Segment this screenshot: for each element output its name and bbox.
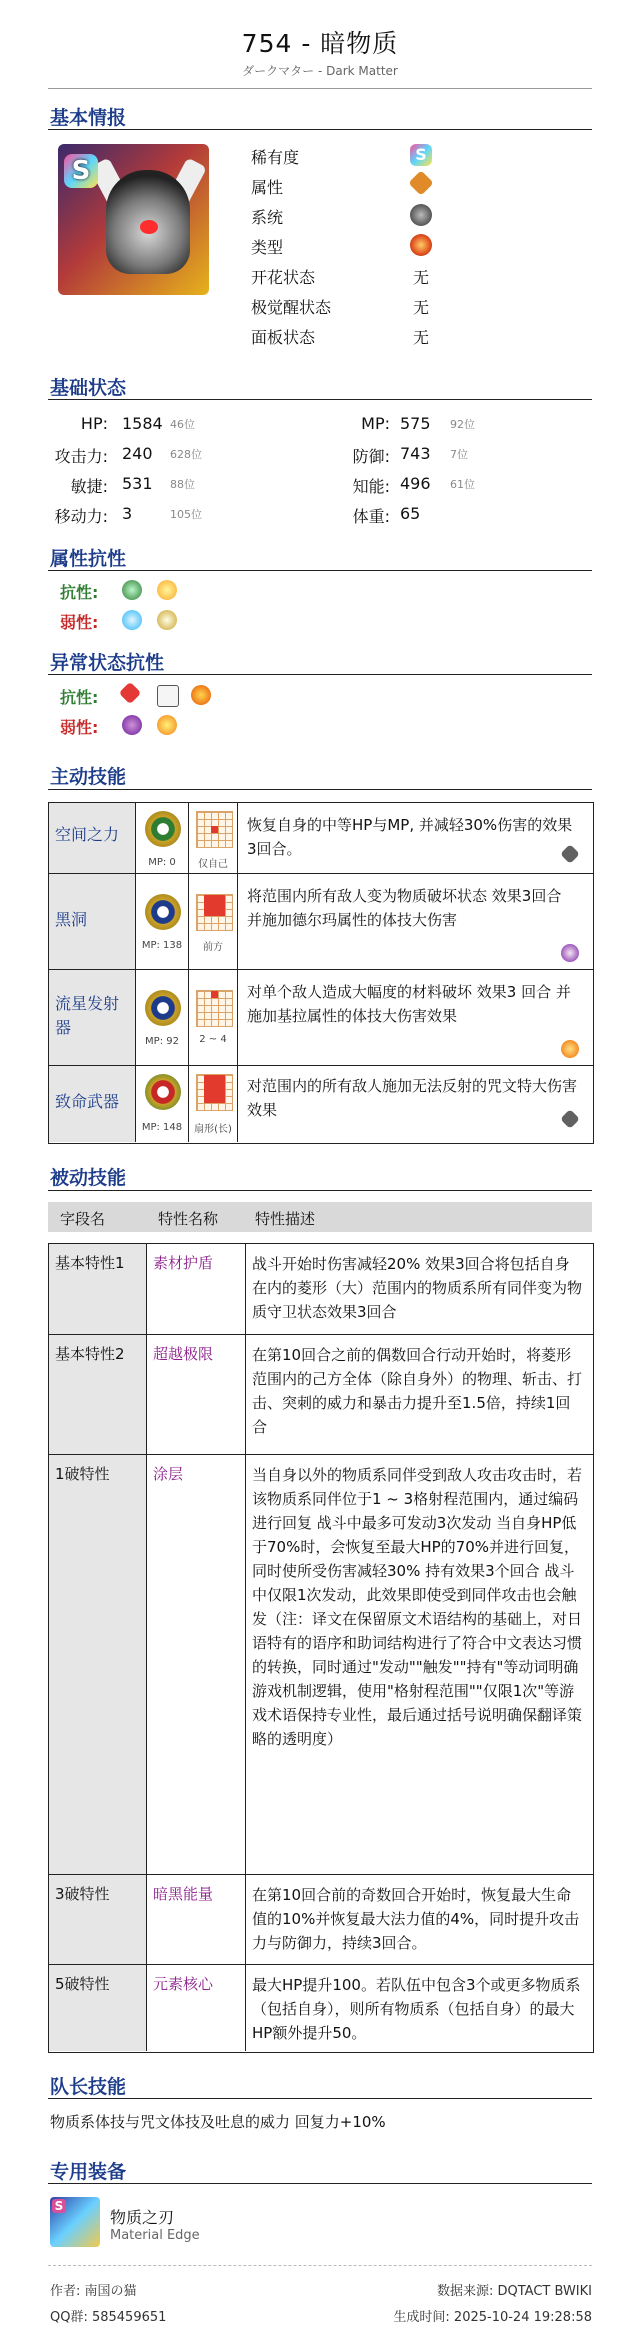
section-status-resist: 异常状态抗性 xyxy=(50,652,165,674)
monster-portrait xyxy=(58,144,209,295)
skill-mp: MP: 148 xyxy=(141,1122,183,1133)
fire-element-icon xyxy=(561,1040,579,1058)
range-hit xyxy=(211,826,218,833)
table-row xyxy=(49,1244,593,1334)
range-grid-icon xyxy=(196,990,233,1027)
passive-field-cell xyxy=(49,1965,147,2051)
range-grid-icon xyxy=(196,811,233,848)
skill-name: 致命武器 xyxy=(55,1092,120,1111)
skill-desc: 将范围内所有敌人变为物质破坏状态 效果3回合 并施加德尔玛属性的体技大伤害 xyxy=(247,887,562,929)
status-weak-label: 弱性: xyxy=(60,718,99,737)
skill-orb-icon xyxy=(145,894,181,930)
system-material-icon xyxy=(410,204,432,226)
passive-field: 5破特性 xyxy=(55,1975,110,1993)
section-equipment: 专用装备 xyxy=(50,2161,127,2183)
footer-divider xyxy=(48,2265,592,2266)
skill-row xyxy=(49,873,593,970)
skill-name: 流星发射器 xyxy=(55,994,120,1037)
passive-skill-table xyxy=(48,1243,594,2053)
passive-table-header xyxy=(48,1202,592,1232)
skill-icon-cell xyxy=(136,874,189,970)
table-row xyxy=(49,1454,593,1875)
stat-label-hp: HP: xyxy=(80,414,108,433)
stat-value-mp: 575 xyxy=(400,414,431,433)
skill-mp: MP: 92 xyxy=(145,1036,179,1047)
stat-rank-hp: 46位 xyxy=(170,418,195,431)
stat-rank-attack: 628位 xyxy=(170,448,202,461)
section-basic-info: 基本情报 xyxy=(50,107,127,129)
title-divider xyxy=(48,88,592,89)
section-active-skills: 主动技能 xyxy=(50,766,127,788)
section-divider xyxy=(48,674,592,675)
page-subtitle: ダークマター - Dark Matter xyxy=(242,64,398,78)
passive-field: 基本特性1 xyxy=(55,1254,125,1272)
skill-name: 空间之力 xyxy=(55,825,120,844)
type-attack-icon xyxy=(410,234,432,256)
stat-label-defense: 防御: xyxy=(352,447,390,466)
light-icon xyxy=(157,610,177,630)
equipment-rarity: S xyxy=(52,2199,66,2213)
skill-orb-icon xyxy=(145,811,181,847)
skill-range-cell xyxy=(189,803,238,873)
leader-skill-text: 物质系体技与咒文体技及吐息的威力 回复力+10% xyxy=(50,2113,386,2131)
passive-name: 元素核心 xyxy=(153,1975,214,1993)
passive-name-cell xyxy=(147,1244,246,1334)
skill-range-cell xyxy=(189,970,238,1066)
dark-element-icon xyxy=(561,944,579,962)
range-hit xyxy=(204,1075,225,1103)
stat-value-wisdom: 496 xyxy=(400,474,431,493)
info-label-bloom: 开花状态 xyxy=(251,268,316,287)
skill-name: 黑洞 xyxy=(55,910,88,929)
section-divider xyxy=(48,570,592,571)
range-hit xyxy=(204,895,225,916)
skill-row xyxy=(49,969,593,1066)
skill-desc: 对单个敌人造成大幅度的材料破坏 效果3 回合 并施加基拉属性的体技大伤害效果 xyxy=(247,983,571,1025)
skill-icon-cell xyxy=(136,803,189,873)
status-resist-label: 抗性: xyxy=(60,688,99,707)
skill-desc: 恢复自身的中等HP与MP, 并减轻30%伤害的效果3回合。 xyxy=(247,816,573,858)
rarity-s-icon: S xyxy=(410,144,432,166)
range-hit xyxy=(211,991,218,998)
sleep-status-icon xyxy=(157,685,179,707)
thunder-icon xyxy=(157,580,177,600)
skill-desc: 对范围内的所有敌人施加无法反射的咒文特大伤害效果 xyxy=(247,1077,578,1119)
skill-range: 仅自己 xyxy=(198,859,228,870)
skill-name-cell xyxy=(49,874,136,970)
burn-status-icon xyxy=(191,685,211,705)
skill-icon-cell xyxy=(136,970,189,1066)
stat-label-attack: 攻击力: xyxy=(54,447,108,466)
portrait-eye xyxy=(140,220,158,234)
wind-shield-icon xyxy=(122,580,142,600)
info-label-panel: 面板状态 xyxy=(251,328,316,347)
stat-rank-agility: 88位 xyxy=(170,478,195,491)
ice-icon xyxy=(122,610,142,630)
attribute-earth-icon xyxy=(408,170,433,195)
table-row xyxy=(49,1964,593,2051)
stat-value-agility: 531 xyxy=(122,474,153,493)
stat-value-attack: 240 xyxy=(122,444,153,463)
footer-source: 数据来源: DQTACT BWIKI xyxy=(436,2284,592,2299)
passive-name-cell xyxy=(147,1875,246,1965)
passive-field-cell xyxy=(49,1244,147,1334)
column-header-name: 特性名称 xyxy=(158,1210,219,1228)
range-grid-icon xyxy=(196,1074,233,1111)
footer-author: 作者: 南国の猫 xyxy=(50,2284,137,2299)
stat-rank-defense: 7位 xyxy=(450,448,468,461)
stat-rank-mp: 92位 xyxy=(450,418,475,431)
section-base-stats: 基础状态 xyxy=(50,377,127,399)
stat-value-defense: 743 xyxy=(400,444,431,463)
skill-name-cell xyxy=(49,803,136,873)
rarity-s-icon: S xyxy=(64,154,98,188)
passive-name-cell xyxy=(147,1335,246,1455)
info-value-awaken: 无 xyxy=(413,298,430,317)
info-label-type: 类型 xyxy=(251,238,284,257)
info-label-rarity: 稀有度 xyxy=(251,148,300,167)
section-divider xyxy=(48,129,592,130)
section-passive-skills: 被动技能 xyxy=(50,1167,127,1189)
passive-name-cell xyxy=(147,1965,246,2051)
info-label-awaken: 极觉醒状态 xyxy=(251,298,332,317)
equipment-name: 物质之刃 xyxy=(110,2208,175,2227)
poison-status-icon xyxy=(122,715,142,735)
resist-label: 抗性: xyxy=(60,583,99,602)
info-label-system: 系统 xyxy=(251,208,284,227)
section-element-resist: 属性抗性 xyxy=(50,548,127,570)
skill-orb-icon xyxy=(145,990,181,1026)
stat-value-weight: 65 xyxy=(400,504,421,523)
passive-name: 涂层 xyxy=(153,1465,184,1483)
paralysis-status-icon xyxy=(157,715,177,735)
equipment-name-en: Material Edge xyxy=(110,2228,200,2243)
passive-name-cell xyxy=(147,1455,246,1875)
skill-range: 前方 xyxy=(203,942,223,953)
stat-rank-move: 105位 xyxy=(170,508,202,521)
section-divider xyxy=(48,399,592,400)
skill-mp: MP: 0 xyxy=(148,857,176,868)
section-divider xyxy=(48,789,592,790)
sword-icon xyxy=(50,2197,100,2247)
passive-field-cell xyxy=(49,1335,147,1455)
info-value-panel: 无 xyxy=(413,328,430,347)
page-title: 754 - 暗物质 xyxy=(241,29,399,58)
section-divider xyxy=(48,2098,592,2099)
table-row xyxy=(49,1874,593,1965)
section-divider xyxy=(48,1190,592,1191)
table-row xyxy=(49,1334,593,1455)
skill-range: 2 ~ 4 xyxy=(199,1034,227,1045)
active-skill-table xyxy=(48,802,594,1144)
passive-desc: 战斗开始时伤害减轻20% 效果3回合将包括自身在内的菱形（大）范围内的物质系所有同伴变为物质守卫状态效果3回合 xyxy=(252,1255,583,1321)
passive-desc: 在第10回合之前的偶数回合行动开始时，将菱形范围内的己方全体（除自身外）的物理、斩击、打击、突刺的威力和暴击力提升至1.5倍，持续1回合 xyxy=(252,1346,583,1436)
skill-icon-cell xyxy=(136,1066,189,1142)
footer-qq: QQ群: 585459651 xyxy=(50,2310,167,2325)
section-divider xyxy=(48,2183,592,2184)
skill-row xyxy=(49,803,593,873)
stat-label-weight: 体重: xyxy=(352,507,390,526)
skill-name-cell xyxy=(49,1066,136,1142)
stat-label-move: 移动力: xyxy=(54,507,108,526)
skill-orb-icon xyxy=(145,1074,181,1110)
weak-label: 弱性: xyxy=(60,613,99,632)
skill-mp: MP: 138 xyxy=(141,940,183,951)
passive-field-cell xyxy=(49,1875,147,1965)
skill-name-cell xyxy=(49,970,136,1066)
passive-name: 素材护盾 xyxy=(153,1254,214,1272)
passive-field-cell xyxy=(49,1455,147,1875)
stat-value-move: 3 xyxy=(122,504,133,523)
passive-name: 超越极限 xyxy=(153,1345,214,1363)
skill-row xyxy=(49,1065,593,1142)
skill-range-cell xyxy=(189,874,238,970)
stat-label-wisdom: 知能: xyxy=(352,477,390,496)
skill-range: 扇形(长) xyxy=(194,1124,232,1135)
passive-desc: 最大HP提升100。若队伍中包含3个或更多物质系（包括自身），则所有物质系（包括自身）的最大HP额外提升50。 xyxy=(252,1976,581,2042)
passive-field: 1破特性 xyxy=(55,1465,110,1483)
column-header-desc: 特性描述 xyxy=(255,1210,316,1228)
passive-desc: 当自身以外的物质系同伴受到敌人攻击攻击时，若该物质系同伴位于1 ~ 3格射程范围内，通过编码进行回复 战斗中最多可发动3次发动 当自身HP低于70%时，会恢复至最大HP的70%并进行回复，同时使所受伤害减轻30% 持有效果3个回合 战斗中仅限1次发动，此效果即使受到同伴攻击也会触发（注：译文在保留原文术语结构的基础上，对日语特有的语序和助词结构进行了符合中文表达习惯的转换，同时通过"发动""触发""持有"等动词明确游戏机制逻辑，使用"格射程范围""仅限1次"等游戏术语保持专业性，最后通过括号说明确保翻译策略的透明度） xyxy=(252,1466,583,1748)
passive-field: 3破特性 xyxy=(55,1885,110,1903)
column-header-field: 字段名 xyxy=(60,1210,106,1228)
footer-time: 生成时间: 2025-10-24 19:28:58 xyxy=(393,2310,592,2325)
cross-status-icon xyxy=(119,682,142,705)
passive-field: 基本特性2 xyxy=(55,1345,125,1363)
info-value-bloom: 无 xyxy=(413,268,430,287)
stat-label-mp: MP: xyxy=(361,414,390,433)
stat-label-agility: 敏捷: xyxy=(70,477,108,496)
stat-rank-wisdom: 61位 xyxy=(450,478,475,491)
passive-desc: 在第10回合前的奇数回合开始时，恢复最大生命值的10%并恢复最大法力值的4%，同时提升攻击力与防御力，持续3回合。 xyxy=(252,1886,580,1952)
stat-value-hp: 1584 xyxy=(122,414,163,433)
info-label-attribute: 属性 xyxy=(251,178,284,197)
range-grid-icon xyxy=(196,894,233,931)
section-leader-skill: 队长技能 xyxy=(50,2076,127,2098)
skill-range-cell xyxy=(189,1066,238,1142)
passive-name: 暗黑能量 xyxy=(153,1885,214,1903)
